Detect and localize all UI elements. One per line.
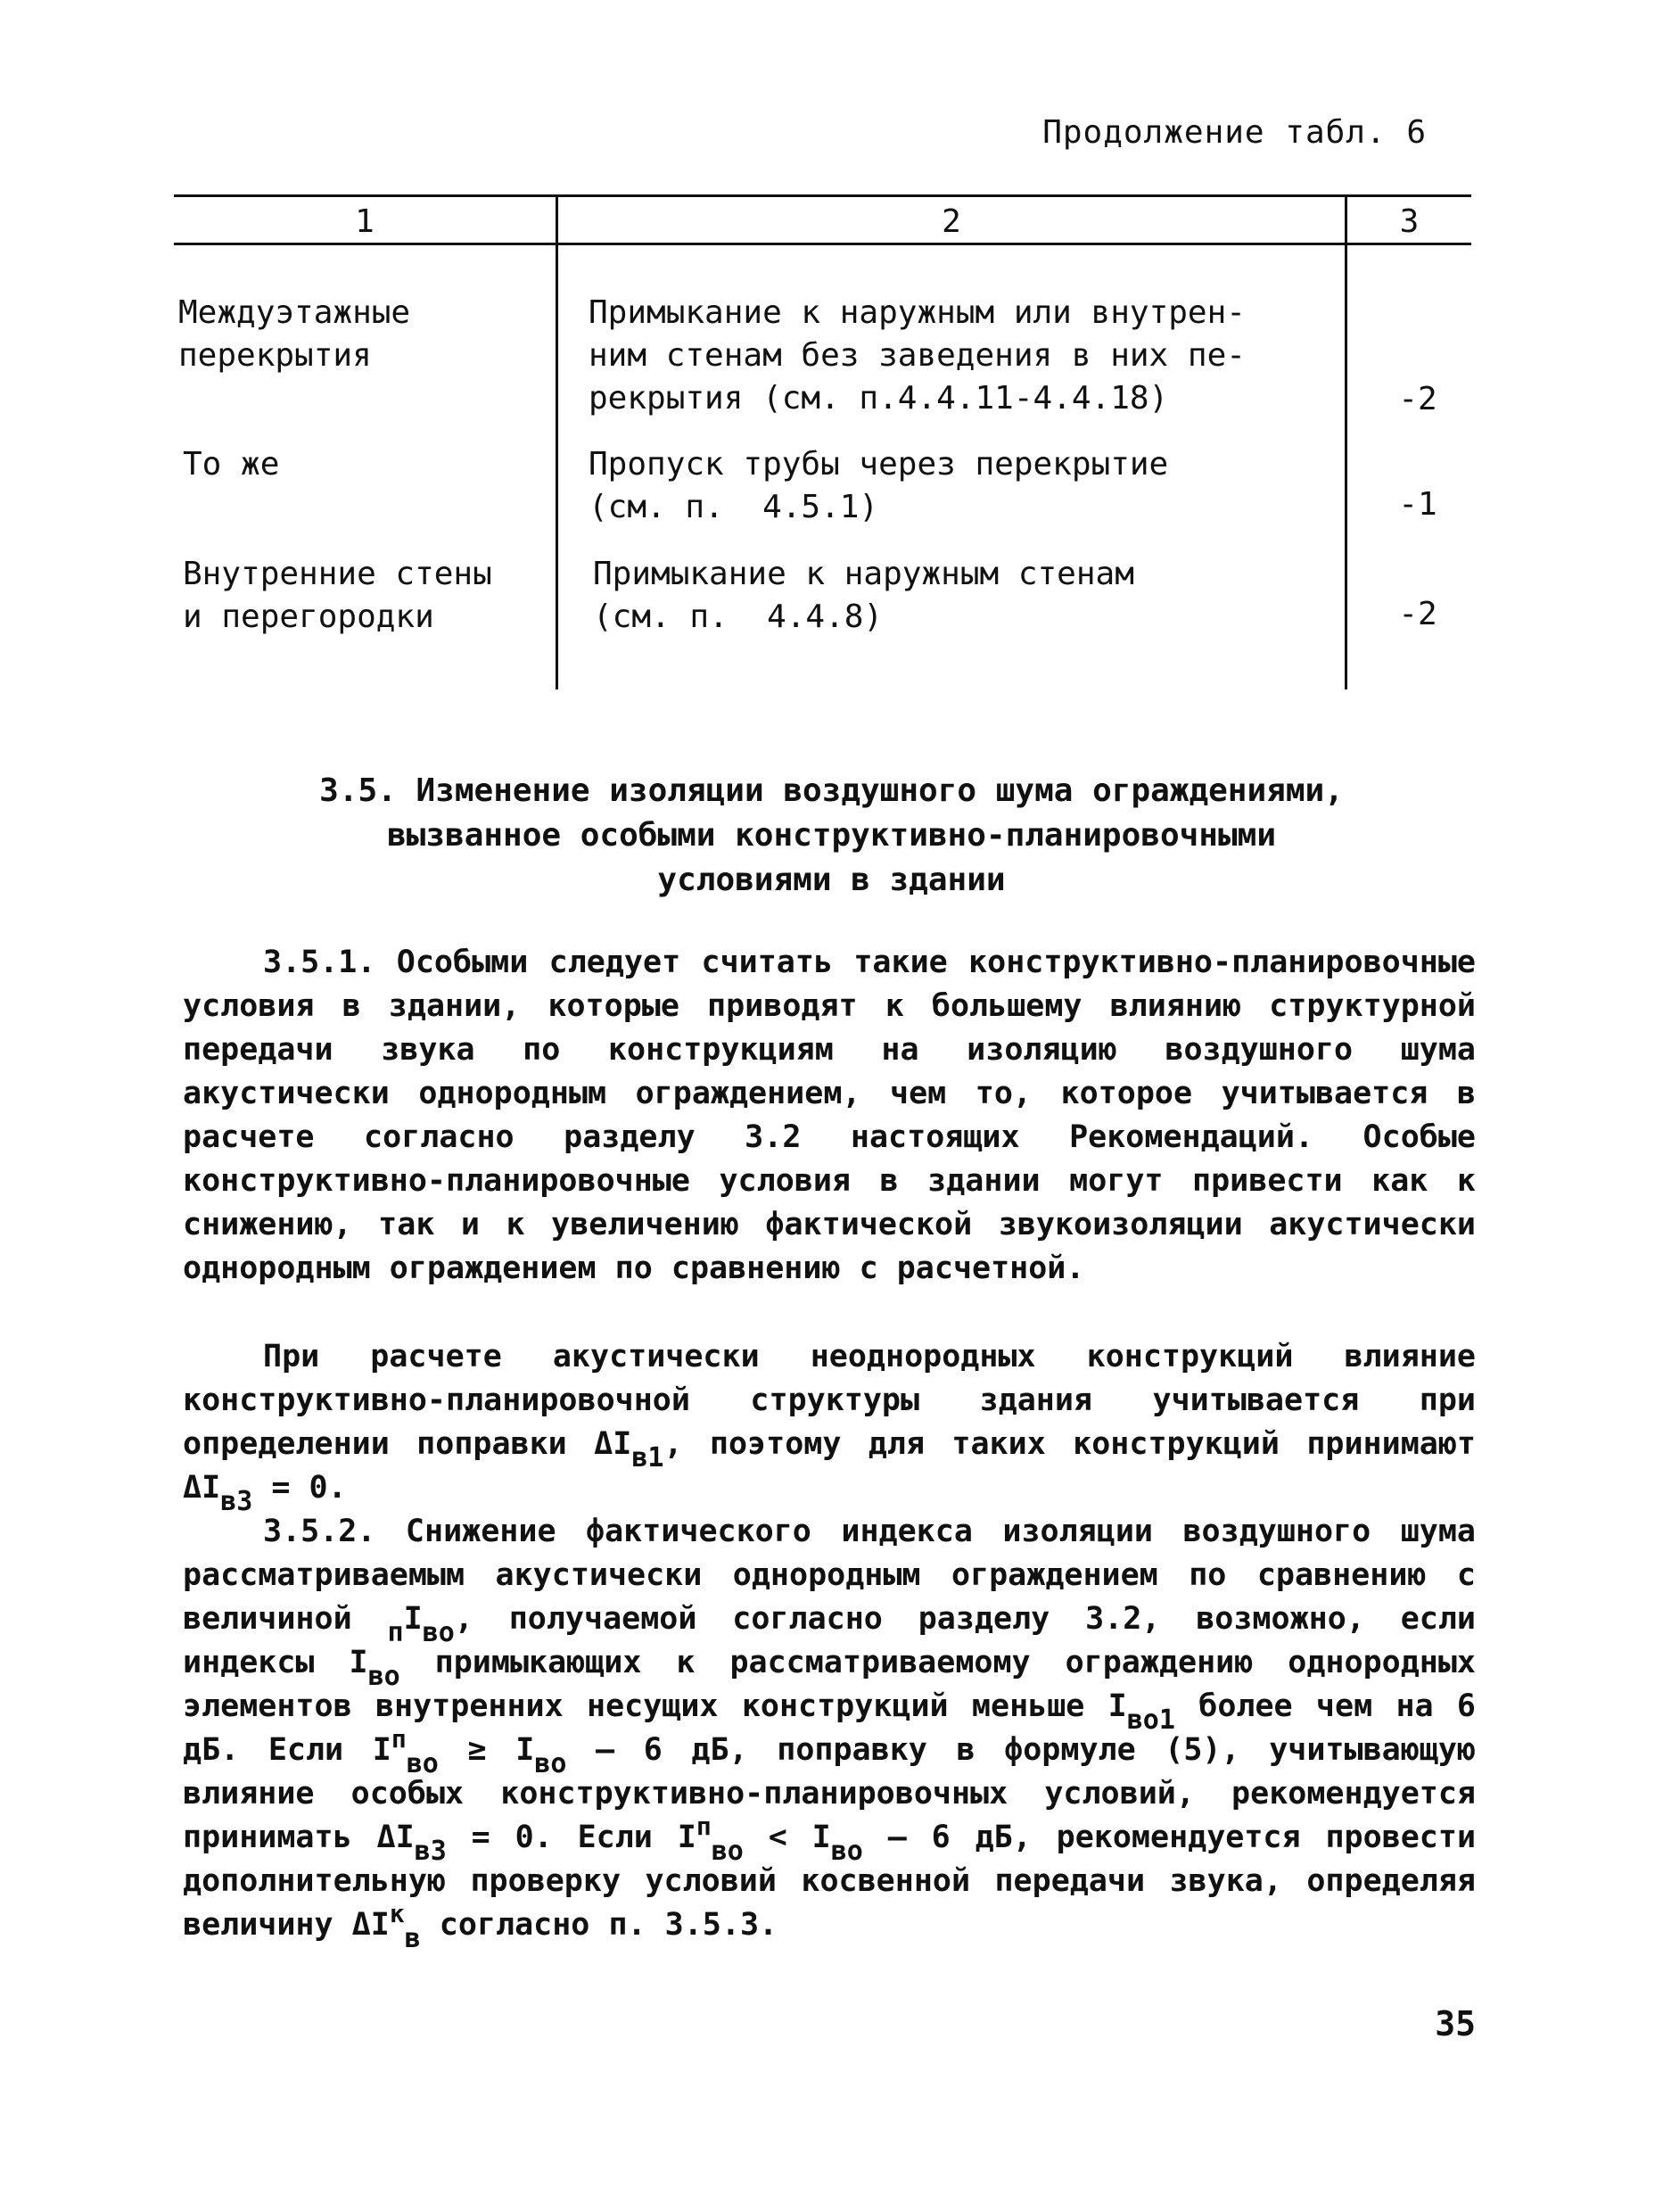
table-row-1-value: -2 bbox=[1398, 381, 1437, 417]
paragraph-3-5-2 bbox=[183, 1510, 1477, 1954]
i-vo1-formula: $I_{во1}$ bbox=[1107, 1688, 1175, 1736]
table-continuation-label: Продолжение табл. 6 bbox=[1042, 114, 1427, 151]
section-heading-line-3: условиями в здании bbox=[657, 862, 1006, 898]
table-top-rule bbox=[174, 194, 1471, 197]
table-row-1-condition: Примыкание к наружным или внутрен- ним стенам без заведения в них пе- рекрытия (см. п.4.4.11-4.4.18) bbox=[589, 294, 1246, 417]
table-row-1-element: Междуэтажные перекрытия bbox=[178, 294, 411, 374]
table-header-col-2: 2 bbox=[942, 203, 961, 240]
section-heading-line-1: 3.5. Изменение изоляции воздушного шума ограждениями, bbox=[319, 772, 1344, 809]
delta-i-v3-formula-2: $\Delta I_{в3}$ bbox=[376, 1820, 447, 1867]
paragraph-3-5-2-text: 3.5.2. Снижение фактического индекса изоляции воздушного шума рассматриваемым акустически однородным ограждением по сравнению с величиной $_пI_{во}$, получаемой согласно разделу 3.2, возможно, если индексы $I_{во}$ примыкающих к рассматриваемому ограждению однородных элементов внутренних несущих конструкций меньше $I_{во1}$ более чем на 6 дБ. Если $I^п_{во} \ge I_{во} - 6$ дБ, поправку в формуле (5), учитывающую влияние особых конструктивно-планировочных условий, рекомендуется принимать $\Delta I_{в3} = 0$. Если $I^п_{во} < I_{во} - 6$ дБ, рекомендуется провести дополнительную проверку условий косвенной передачи звука, определяя величину $\Delta I^к_в$ согласно п. 3.5.3. bbox=[183, 1514, 1477, 1954]
table-row-3-element: Внутренние стены и перегородки bbox=[183, 556, 492, 635]
table-header-col-3: 3 bbox=[1399, 203, 1420, 240]
table-header-col-1: 1 bbox=[355, 203, 375, 240]
table-row-3-value: -2 bbox=[1398, 596, 1437, 632]
page-number: 35 bbox=[1435, 2004, 1476, 2043]
delta-i-v1-formula: $\Delta I_{в1}$ bbox=[594, 1426, 664, 1473]
paragraph-inhomogeneous-text: При расчете акустически неоднородных конструкций влияние конструктивно-планировочной структуры здания учитывается при определении поправки $\Delta I_{в1}$, поэтому для таких конструкций принимают $\Delta I_{в3} = 0$. bbox=[183, 1339, 1476, 1517]
section-heading-line-2: вызванное особыми конструктивно-планировочными bbox=[387, 817, 1276, 854]
table-column-divider-1 bbox=[556, 194, 558, 689]
table-row-2-condition: Пропуск трубы через перекрытие (см. п. 4.5.1) bbox=[589, 446, 1169, 525]
delta-i-v3-formula: $\Delta I_{в3}$ bbox=[183, 1470, 253, 1517]
i-vo-with-prefix-formula: $_пI_{во}$ bbox=[387, 1601, 455, 1648]
inequality-ge-formula: $I^п_{во} \ge I_{во}$ bbox=[372, 1724, 567, 1779]
paragraph-3-5-1 bbox=[183, 941, 1476, 1291]
table-column-divider-2 bbox=[1345, 194, 1347, 689]
paragraph-inhomogeneous bbox=[183, 1335, 1476, 1517]
table-header-rule bbox=[174, 243, 1471, 245]
i-vo-formula: $I_{во}$ bbox=[349, 1645, 400, 1692]
inequality-lt-formula: $I^п_{во} < I_{во}$ bbox=[677, 1812, 863, 1867]
delta-i-k-v-formula: $\Delta I^к_в$ bbox=[351, 1899, 421, 1954]
table-row-2-element: То же bbox=[183, 446, 280, 483]
table-row-2-value: -1 bbox=[1398, 486, 1437, 523]
table-row-3-condition: Примыкание к наружным стенам (см. п. 4.4.8) bbox=[593, 556, 1134, 635]
section-heading bbox=[0, 769, 1663, 903]
paragraph-3-5-1-text: 3.5.1. Особыми следует считать такие конструктивно-планировочные условия в здании, которые приводят к большему влиянию структурной передачи звука по конструкциям на изоляцию воздушного шума акустически однородным ограждением, чем то, которое учитывается в расчете согласно разделу 3.2 настоящих Рекомендаций. Особые конструктивно-планировочные условия в здании могут привести как к снижению, так и к увеличению фактической звукоизоляции акустически однородным ограждением по сравнению с расчетной. bbox=[183, 945, 1476, 1286]
